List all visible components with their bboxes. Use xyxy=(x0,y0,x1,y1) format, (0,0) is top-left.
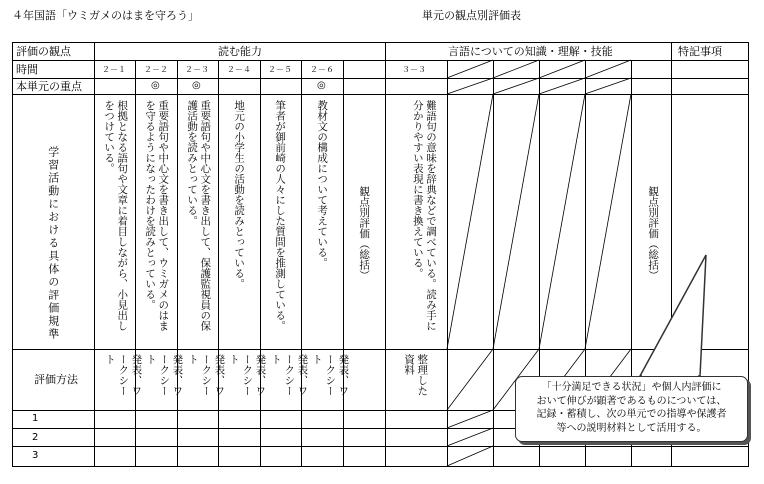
method-cell: 発表、ワークシート xyxy=(270,354,309,396)
callout-line: 記録・蓄積し、次の単元での指導や保護者 xyxy=(536,409,727,420)
method-cell: 発表、ワークシート xyxy=(187,354,226,396)
hour-cell: ２－３ xyxy=(185,65,209,74)
criteria-cell: 筆者が御前崎の人々にした質問を推測している。 xyxy=(274,100,287,331)
criteria-label: 学習活動における具体の評価規準 xyxy=(46,146,60,341)
criteria-cell: 難語句の意味を辞典などで調べている。読み手に分かりやすい表現に書き換えている。 xyxy=(411,100,437,331)
method-label: 評価方法 xyxy=(34,373,78,386)
callout-line: おいて伸びが顕著であるものについては、 xyxy=(536,395,727,407)
student-number: 2 xyxy=(32,432,39,443)
criteria-cell: 根拠となる語句や文章に着目しながら、小見出しをつけている。 xyxy=(103,100,129,331)
focus-mark: ◎ xyxy=(192,80,201,91)
hour-cell: ２－５ xyxy=(268,65,292,74)
summary-label: 観点別評価（総括） xyxy=(647,186,660,281)
focus-mark: ◎ xyxy=(317,80,326,91)
criteria-cell: 地元の小学生の活動を読みとっている。 xyxy=(233,100,246,289)
table-title: 単元の観点別評価表 xyxy=(422,9,521,22)
focus-mark: ◎ xyxy=(151,80,160,91)
hour-cell: ３－３ xyxy=(402,65,426,74)
method-cell: 発表、ワークシート xyxy=(228,354,267,396)
criteria-cell: 重要語句や中心文を書き出して、保護監視員の保護活動を読みとっている。 xyxy=(186,100,212,331)
student-number: 3 xyxy=(32,450,39,461)
hours-label: 時間 xyxy=(16,63,38,76)
criteria-cell: 教材文の構成について考えている。 xyxy=(316,100,329,268)
summary-label: 観点別評価（総括） xyxy=(358,186,371,281)
notes-header: 特記事項 xyxy=(678,45,722,58)
hour-cell: ２－６ xyxy=(310,65,334,74)
hour-cell: ２－２ xyxy=(144,65,168,74)
document-title: ４年国語「ウミガメのはまを守ろう」 xyxy=(12,9,199,22)
method-cell: 発表、ワークシート xyxy=(145,354,184,396)
callout-note xyxy=(515,376,748,442)
callout-line: 「十分満足できる状況」や個人内評価に xyxy=(541,382,722,393)
method-cell: 発表、ワークシート xyxy=(104,354,143,396)
method-cell: 発表、ワークシート xyxy=(311,354,350,396)
callout-line: 等への説明材料として活用する。 xyxy=(556,422,707,434)
hour-cell: ２－１ xyxy=(102,65,126,74)
viewpoint-header: 評価の観点 xyxy=(16,45,71,58)
focus-label: 本単元の重点 xyxy=(16,80,82,93)
method-cell: 整理した資料 xyxy=(403,354,429,396)
criteria-cell: 重要語句や中心文を書き出して、ウミガメのはまを守るようになったわけを読みとっている。 xyxy=(144,100,170,331)
language-header: 言語についての知識・理解・技能 xyxy=(448,45,613,58)
hour-cell: ２－４ xyxy=(227,65,251,74)
student-number: 1 xyxy=(32,413,39,424)
reading-header: 読む能力 xyxy=(218,45,262,58)
